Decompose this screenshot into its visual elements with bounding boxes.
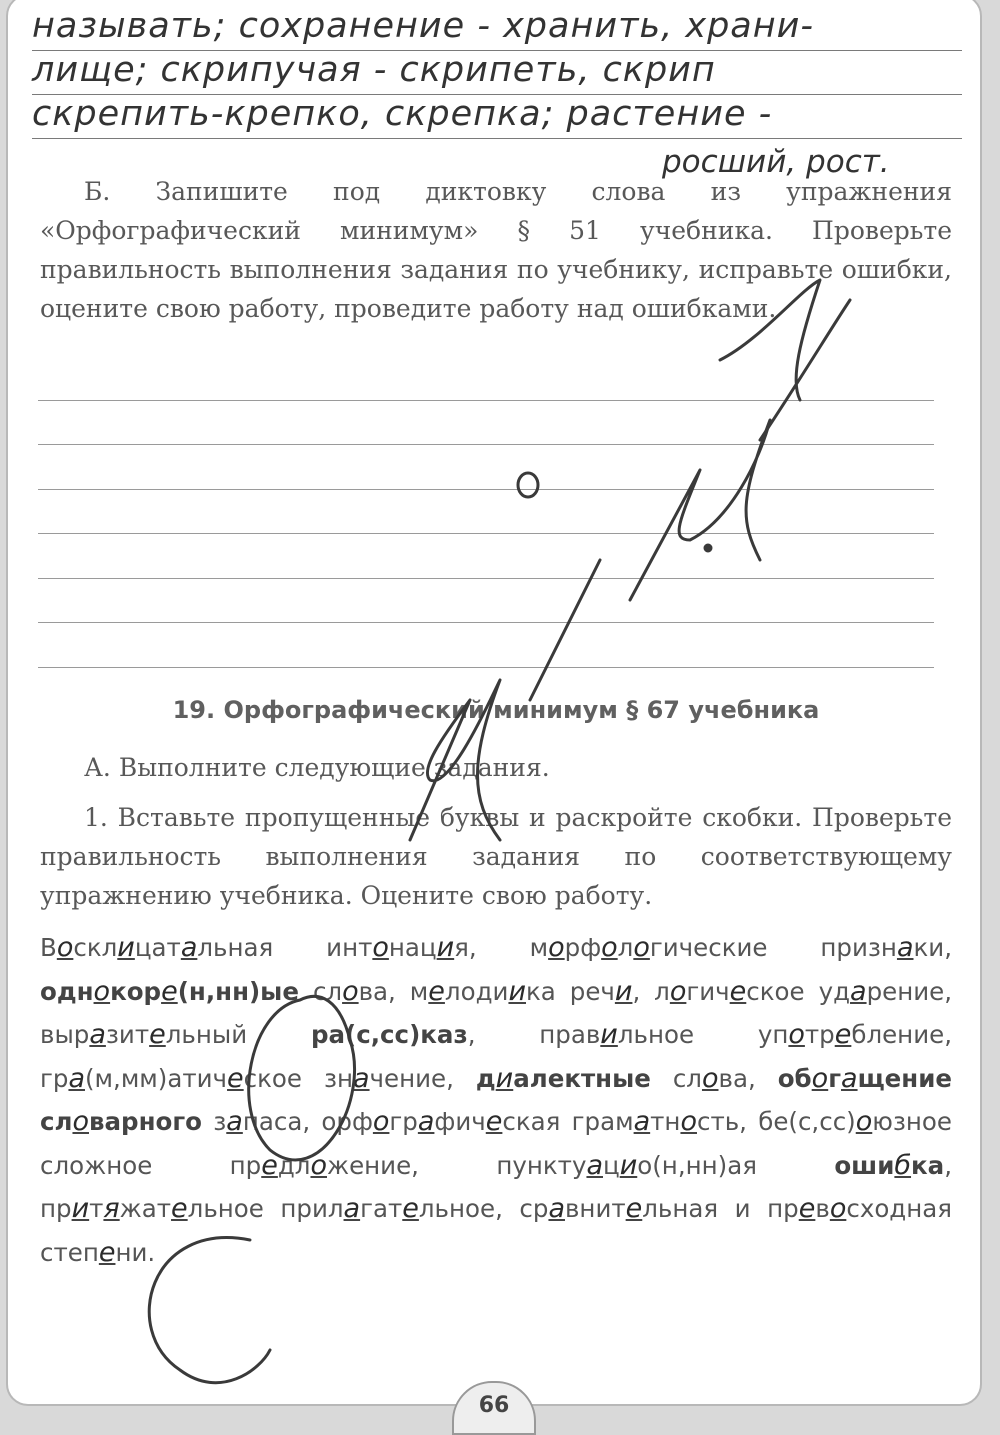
writing-line [38,490,934,535]
writing-line [38,623,934,668]
section-title: 19. Орфографический минимум § 67 учебника [172,696,820,724]
page-number: 66 [452,1381,536,1435]
fill-in-exercise: Восклицатальная интонация, морфологические признаки, однокоре(н,нн)ые слова, мелодиика речи, логическое ударение, выразительный ра(с,сс)каз, правильное употребление, гра(м,мм)атическое значение, диалектные слова, обогащение словарного запаса, орфографическая граматность, бе(с,сс)оюзное сложное предложение, пунктуацио(н,нн)ая ошибка, притяжательное прилагательное, сравнительная и превосходная степени. [40,932,953,1268]
writing-line [38,356,934,401]
section-b-instructions: Б. Запишите под диктовку слова из упражнения «Орфографический минимум» § 51 учебника. Проверьте правильность выполнения задания по учебнику, исправьте ошибки, оцените свою работу, проведите работу над ошибками. [40,177,952,323]
writing-line [38,445,934,490]
handwritten-answer-block [32,4,962,180]
handwritten-line-4: росший, рост. [662,144,890,180]
workbook-page [6,0,982,1406]
handwritten-line-3: скрепить-крепко, скрепка; растение - [32,92,962,139]
writing-line [38,534,934,579]
handwritten-line-1: называть; сохранение - хранить, храни- [32,4,962,51]
writing-lines [38,356,934,668]
writing-line [38,401,934,446]
task-1-instructions: 1. Вставьте пропущенные буквы и раскройте скобки. Проверьте правильность выполнения задания по соответствующему упражнению учебника. Оцените свою работу. [40,803,952,910]
writing-line [38,579,934,624]
handwritten-line-2: лище; скрипучая - скрипеть, скрип [32,48,962,95]
task-a: А. Выполните следующие задания. [84,753,550,782]
